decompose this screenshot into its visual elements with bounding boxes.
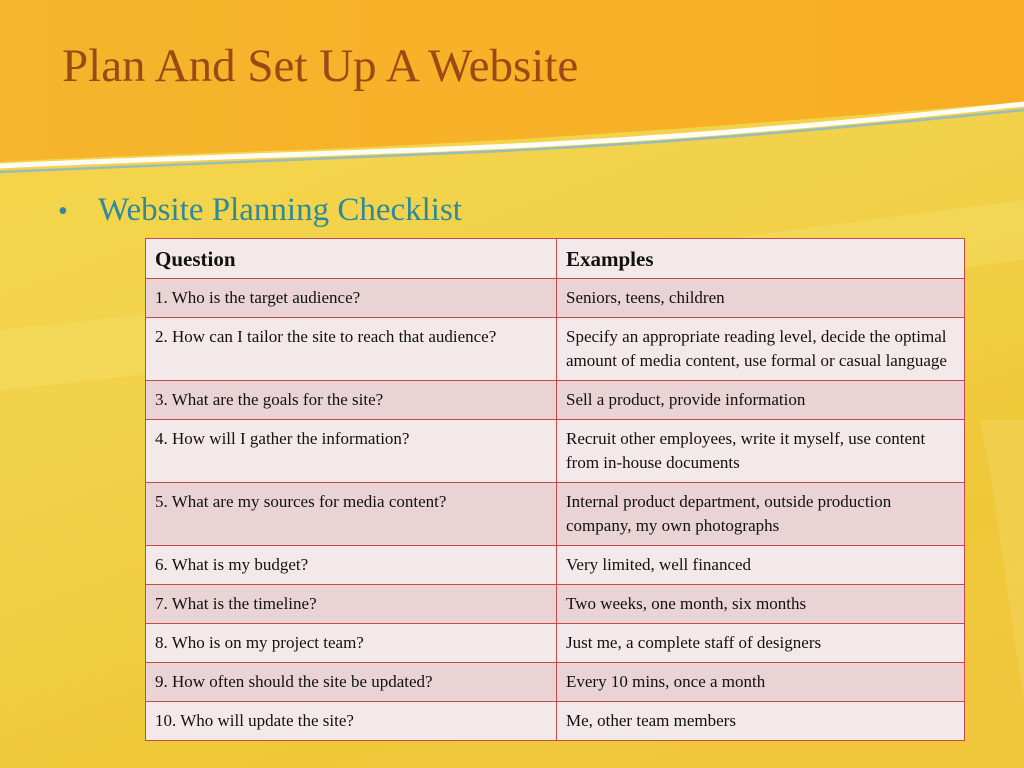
question-cell: 2. How can I tailor the site to reach that audience? (146, 318, 557, 381)
table-row (146, 483, 965, 546)
table-row (146, 381, 965, 420)
header-examples: Examples (557, 239, 965, 279)
question-cell: 4. How will I gather the information? (146, 420, 557, 483)
slide-title: Plan And Set Up A Website (62, 40, 579, 92)
header-question: Question (146, 239, 557, 279)
examples-cell: Every 10 mins, once a month (557, 663, 965, 702)
planning-checklist-table (145, 238, 965, 741)
bullet-text: Website Planning Checklist (98, 192, 462, 228)
table-row (146, 663, 965, 702)
examples-cell: Very limited, well financed (557, 546, 965, 585)
table-row (146, 318, 965, 381)
table-header-row (146, 239, 965, 279)
examples-cell: Specify an appropriate reading level, decide the optimal amount of media content, use formal or casual language (557, 318, 965, 381)
examples-cell: Sell a product, provide information (557, 381, 965, 420)
examples-cell: Me, other team members (557, 702, 965, 741)
bullet-marker: • (58, 196, 68, 227)
table-row (146, 420, 965, 483)
examples-cell: Two weeks, one month, six months (557, 585, 965, 624)
question-cell: 1. Who is the target audience? (146, 279, 557, 318)
question-cell: 3. What are the goals for the site? (146, 381, 557, 420)
question-cell: 9. How often should the site be updated? (146, 663, 557, 702)
table-row (146, 624, 965, 663)
examples-cell: Seniors, teens, children (557, 279, 965, 318)
question-cell: 5. What are my sources for media content? (146, 483, 557, 546)
table-row (146, 702, 965, 741)
table-row (146, 585, 965, 624)
question-cell: 10. Who will update the site? (146, 702, 557, 741)
question-cell: 8. Who is on my project team? (146, 624, 557, 663)
table-row (146, 279, 965, 318)
question-cell: 6. What is my budget? (146, 546, 557, 585)
examples-cell: Internal product department, outside production company, my own photographs (557, 483, 965, 546)
question-cell: 7. What is the timeline? (146, 585, 557, 624)
table-row (146, 546, 965, 585)
examples-cell: Just me, a complete staff of designers (557, 624, 965, 663)
bullet-item (58, 188, 462, 234)
examples-cell: Recruit other employees, write it myself, use content from in-house documents (557, 420, 965, 483)
